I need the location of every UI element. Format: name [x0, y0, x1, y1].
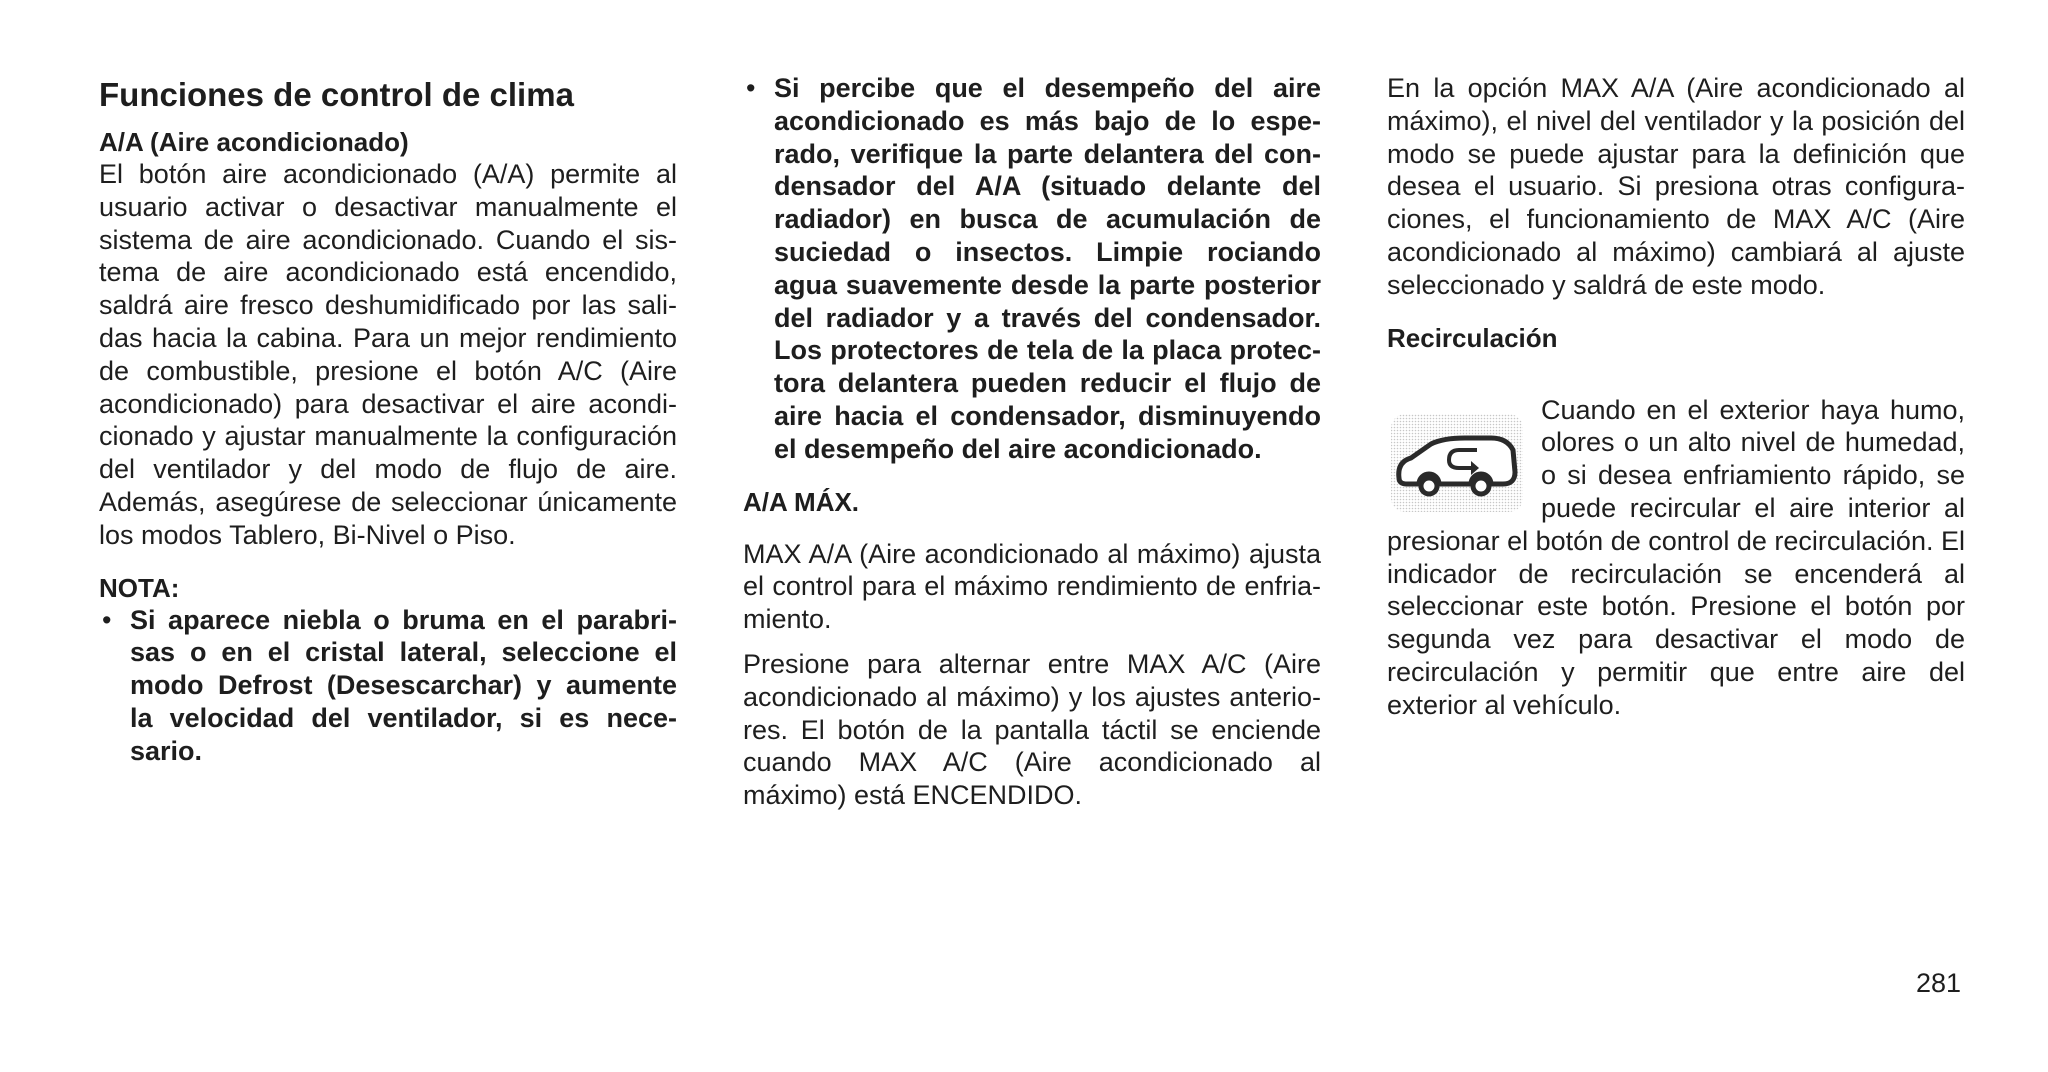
left-column — [99, 72, 677, 768]
nota-bullet-fog — [99, 604, 677, 768]
middle-column — [743, 72, 1321, 812]
recirculation-paragraph: Cuando en el exterior haya humo, olores o un alto nivel de humedad, o si desea enfriamiento rápido, se puede recircular el aire interior al presionar el botón de control de recirculación. El indicador de recirculación se encenderá al seleccionar este botón. Presione el botón por segunda vez para desactivar el modo de recirculación y permitir que entre aire del exterior al vehículo. — [1387, 394, 1965, 720]
nota-label: NOTA: — [99, 572, 180, 603]
max-option-paragraph: En la opción MAX A/A (Aire acondicionado al máximo), el nivel del ventilador y la posición del modo se puede ajustar para la definición que desea el usuario. Si presiona otras configuraciones, el funcionamiento de MAX A/C (Aire acondicionado al máximo) cambiará al ajuste seleccionado y saldrá de este modo. — [1387, 73, 1965, 300]
ac-heading: A/A (Aire acondicionado) — [99, 127, 409, 157]
ac-paragraph: El botón aire acondicionado (A/A) permite al usuario activar o desactivar manualmente el sistema de aire acondicionado. Cuando el sistema de aire acondicionado está encendido, saldrá aire fresco deshumidificado por las salidas hacia la cabina. Para un mejor rendimiento de combustible, presione el botón A/C (Aire acondicionado) para desactivar el aire acondicionado y ajustar manualmente la configuración del ventilador y del modo de flujo de aire. Además, asegúrese de seleccionar únicamente los modos Tablero, Bi-Nivel o Piso. — [99, 159, 677, 550]
max-ac-paragraph-2: Presione para alternar entre MAX A/C (Aire acondicionado al máximo) y los ajustes anteriores. El botón de la pantalla táctil se enciende cuando MAX A/C (Aire acondicionado al máximo) está ENCENDIDO. — [743, 648, 1321, 811]
right-column — [1387, 72, 1965, 722]
bullet-text: Si percibe que el desempeño del aire acondicionado es más bajo de lo esperado, verifique la parte delantera del condensador del A/A (situado delante del radiador) en busca de acumulación de suciedad o insectos. Limpie rociando agua suavemente desde la parte posterior del radiador y a través del condensador. Los protectores de tela de la placa protectora delantera pueden reducir el flujo de aire hacia el condensador, disminuyendo el desempeño del aire acondicionado. — [774, 73, 1321, 464]
condenser-list — [743, 72, 1321, 466]
bullet-dot: • — [746, 73, 756, 103]
condenser-bullet — [743, 72, 1321, 466]
recirculation-block — [1387, 394, 1965, 722]
max-ac-heading: A/A MÁX. — [743, 486, 860, 517]
bullet-dot: • — [102, 604, 112, 635]
section-title: Funciones de control de clima — [99, 76, 574, 113]
page-number: 281 — [1916, 968, 1962, 998]
recirculation-car-icon — [1387, 408, 1527, 518]
recirculation-heading: Recirculación — [1387, 322, 1558, 353]
bullet-text: Si aparece niebla o bruma en el parabrisas o en el cristal lateral, seleccione el modo Defrost (Desescarchar) y aumente la velocidad del ventilador, si es necesario. — [130, 604, 677, 766]
max-ac-paragraph-1: MAX A/A (Aire acondicionado al máximo) ajusta el control para el máximo rendimiento de enfriamiento. — [743, 538, 1321, 635]
nota-list — [99, 604, 677, 768]
